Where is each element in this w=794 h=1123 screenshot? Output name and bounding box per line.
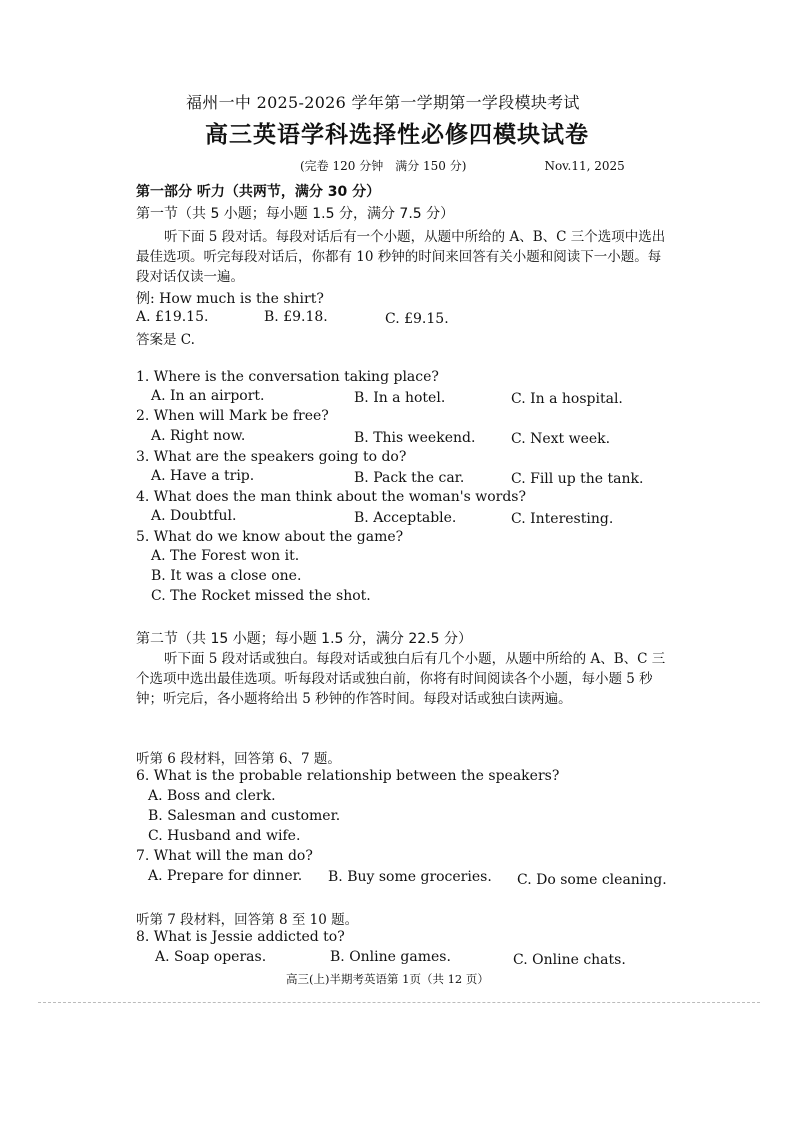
- q1-option-c: C. In a hospital.: [511, 391, 623, 407]
- material6-note: 听第 6 段材料，回答第 6、7 题。: [136, 751, 341, 767]
- example-option-b: B. £9.18.: [264, 309, 328, 325]
- q3-option-a: A. Have a trip.: [151, 468, 255, 484]
- question-2: 2. When will Mark be free?: [136, 408, 329, 424]
- q1-option-b: B. In a hotel.: [354, 390, 446, 406]
- q2-option-b: B. This weekend.: [354, 430, 476, 446]
- question-6: 6. What is the probable relationship between the speakers?: [136, 768, 560, 784]
- exam-meta: [300, 157, 625, 174]
- q6-option-c: C. Husband and wife.: [148, 828, 301, 844]
- q5-option-b: B. It was a close one.: [151, 568, 302, 584]
- section2-heading: 第二节（共 15 小题；每小题 1.5 分，满分 22.5 分）: [136, 631, 472, 647]
- q8-option-c: C. Online chats.: [513, 952, 626, 968]
- question-4: 4. What does the man think about the woman's words?: [136, 489, 526, 505]
- q7-option-c: C. Do some cleaning.: [517, 872, 667, 888]
- example-option-c: C. £9.15.: [385, 311, 449, 327]
- material7-note: 听第 7 段材料，回答第 8 至 10 题。: [136, 912, 359, 928]
- section1-heading: 第一节（共 5 小题；每小题 1.5 分，满分 7.5 分）: [136, 206, 455, 222]
- example-question: 例: How much is the shirt?: [136, 291, 324, 307]
- q4-option-b: B. Acceptable.: [354, 510, 457, 526]
- q6-option-a: A. Boss and clerk.: [148, 788, 276, 804]
- question-8: 8. What is Jessie addicted to?: [136, 929, 345, 945]
- part1-title: 第一部分 听力（共两节，满分 30 分）: [136, 184, 381, 200]
- exam-date: Nov.11, 2025: [544, 159, 625, 173]
- section2-instructions: 听下面 5 段对话或独白。每段对话或独白后有几个小题，从题中所给的 A、B、C 三个选项中选出最佳选项。听每段对话或独白前，你将有时间阅读各个小题，每小题 5 秒钟；听完后，各小题将给出 5 秒钟的作答时间。每段对话或独白读两遍。: [136, 651, 666, 707]
- q2-option-a: A. Right now.: [151, 428, 246, 444]
- q2-option-c: C. Next week.: [511, 431, 611, 447]
- question-7: 7. What will the man do?: [136, 848, 313, 864]
- page-divider: [38, 1002, 760, 1003]
- q7-option-a: A. Prepare for dinner.: [148, 868, 303, 884]
- page-title: 高三英语学科选择性必修四模块试卷: [205, 122, 589, 148]
- question-5: 5. What do we know about the game?: [136, 529, 404, 545]
- q5-option-c: C. The Rocket missed the shot.: [151, 588, 371, 604]
- example-answer: 答案是 C.: [136, 332, 195, 348]
- question-3: 3. What are the speakers going to do?: [136, 449, 407, 465]
- section1-instructions: 听下面 5 段对话。每段对话后有一个小题，从题中所给的 A、B、C 三个选项中选出最佳选项。听完每段对话后，你都有 10 秒钟的时间来回答有关小题和阅读下一小题。每段对话仅读一遍。: [136, 229, 666, 285]
- q4-option-a: A. Doubtful.: [151, 508, 237, 524]
- q1-option-a: A. In an airport.: [151, 388, 265, 404]
- q4-option-c: C. Interesting.: [511, 511, 614, 527]
- q3-option-c: C. Fill up the tank.: [511, 471, 644, 487]
- example-option-a: A. £19.15.: [136, 309, 209, 325]
- page-footer: 高三(上)半期考英语第 1页（共 12 页）: [286, 972, 489, 986]
- q8-option-a: A. Soap operas.: [155, 949, 267, 965]
- q8-option-b: B. Online games.: [330, 949, 451, 965]
- q6-option-b: B. Salesman and customer.: [148, 808, 341, 824]
- exam-duration: (完卷 120 分钟 满分 150 分): [300, 159, 467, 173]
- school-line: 福州一中 2025-2026 学年第一学期第一学段模块考试: [186, 93, 580, 112]
- q3-option-b: B. Pack the car.: [354, 470, 465, 486]
- q5-option-a: A. The Forest won it.: [151, 548, 300, 564]
- q7-option-b: B. Buy some groceries.: [328, 869, 492, 885]
- question-1: 1. Where is the conversation taking place?: [136, 369, 439, 385]
